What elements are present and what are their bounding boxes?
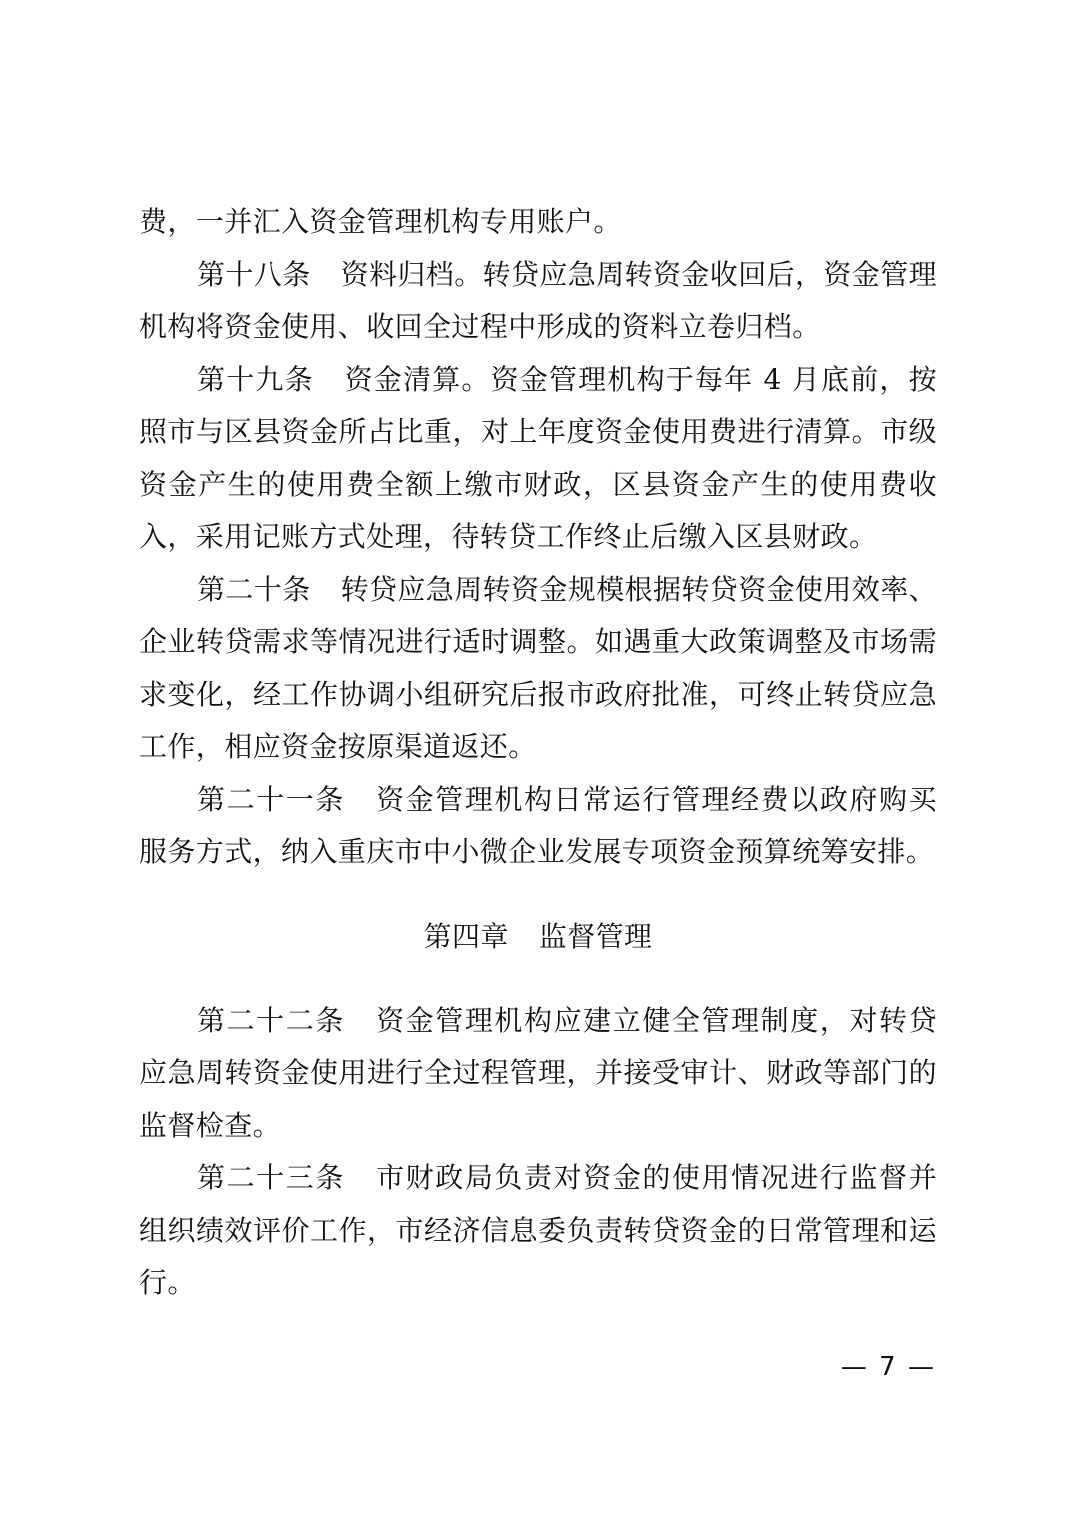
article-20 bbox=[139, 564, 937, 774]
chapter-heading-block bbox=[139, 911, 937, 963]
article-number: 第十九条 bbox=[197, 362, 314, 396]
article-18 bbox=[139, 249, 937, 354]
article-text: 市财政局负责对资金的使用情况进行监督并组织绩效评价工作，市经济信息委负责转贷资金的日常管理和运行。 bbox=[139, 1161, 937, 1299]
article-text: 资金管理机构日常运行管理经费以政府购买服务方式，纳入重庆市中小微企业发展专项资金预算统筹安排。 bbox=[139, 782, 937, 868]
article-23 bbox=[139, 1152, 937, 1310]
chapter-title: 监督管理 bbox=[538, 919, 653, 953]
article-number: 第二十二条 bbox=[197, 1003, 345, 1037]
article-number: 第二十条 bbox=[197, 572, 311, 606]
document-body bbox=[139, 196, 937, 1310]
article-text: 资金管理机构应建立健全管理制度，对转贷应急周转资金使用进行全过程管理，并接受审计、财政等部门的监督检查。 bbox=[139, 1003, 937, 1142]
article-text: 资金清算。资金管理机构于每年 4 月底前，按照市与区县资金所占比重，对上年度资金使用费进行清算。市级资金产生的使用费全额上缴市财政，区县资金产生的使用费收入，采用记账方式处理，待转贷工作终止后缴入区县财政。 bbox=[139, 362, 937, 553]
article-22 bbox=[139, 995, 937, 1153]
article-text: 资料归档。转贷应急周转资金收回后，资金管理机构将资金使用、收回全过程中形成的资料立卷归档。 bbox=[139, 257, 938, 343]
article-number: 第十八条 bbox=[197, 257, 311, 291]
article-text: 转贷应急周转资金规模根据转贷资金使用效率、企业转贷需求等情况进行适时调整。如遇重大政策调整及市场需求变化，经工作协调小组研究后报市政府批准，可终止转贷应急工作，相应资金按原渠道返还。 bbox=[139, 572, 938, 763]
article-number: 第二十一条 bbox=[197, 782, 345, 816]
article-19 bbox=[139, 354, 937, 564]
article-21 bbox=[139, 774, 937, 879]
chapter-number: 第四章 bbox=[423, 919, 509, 953]
page-number: — 7 — bbox=[840, 1352, 936, 1382]
chapter-heading bbox=[139, 911, 937, 963]
continuation-paragraph: 费，一并汇入资金管理机构专用账户。 bbox=[139, 205, 622, 238]
article-number: 第二十三条 bbox=[197, 1161, 345, 1194]
